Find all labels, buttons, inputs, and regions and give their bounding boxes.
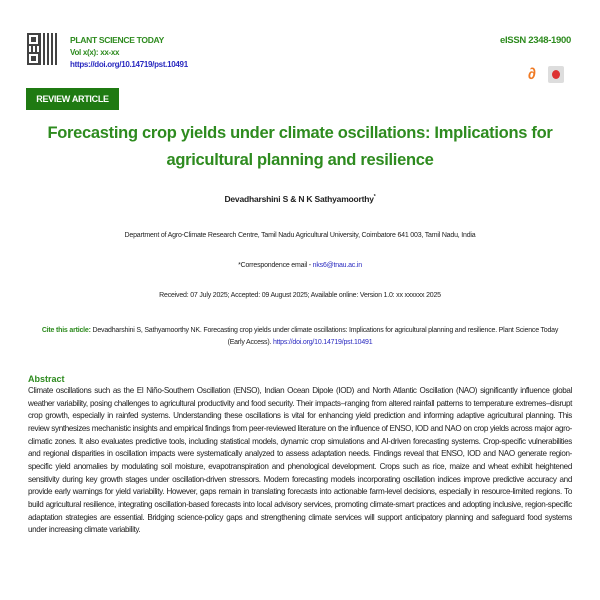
- author-names: Devadharshini S & N K Sathyamoorthy: [224, 194, 374, 204]
- abstract-heading: Abstract: [28, 374, 65, 384]
- authors: [20, 194, 580, 204]
- qr-code-icon: [27, 33, 59, 65]
- journal-name: PLANT SCIENCE TODAY: [70, 35, 164, 45]
- email-link[interactable]: nks6@tnau.ac.in: [312, 262, 362, 269]
- affiliation: Department of Agro-Climate Research Centre, Tamil Nadu Agricultural University, Coimbatore 641 003, Tamil Nadu, India: [124, 232, 476, 239]
- citation: [40, 325, 560, 349]
- cite-label: Cite this article:: [41, 327, 91, 334]
- corresponding-mark: *: [373, 194, 376, 201]
- article-type-badge: REVIEW ARTICLE: [26, 88, 119, 110]
- crossmark-icon[interactable]: [548, 66, 564, 83]
- correspondence: [20, 262, 580, 269]
- dates: Received: 07 July 2025; Accepted: 09 August 2025; Available online: Version 1.0: xx xxxxxx 2025: [159, 292, 441, 299]
- doi-link[interactable]: https://doi.org/10.14719/pst.10491: [70, 60, 188, 69]
- issn: eISSN 2348-1900: [499, 35, 571, 46]
- cite-doi-link[interactable]: https://doi.org/10.14719/pst.10491: [272, 339, 373, 346]
- correspondence-label: *Correspondence email -: [238, 262, 313, 269]
- abstract-text: Climate oscillations such as the El Niño-Southern Oscillation (ENSO), Indian Ocean Dipole (IOD) and North Atlantic Oscillation (NAO) significantly influence global weather variability, posing challenges to agricultural productivity and food security. Their impacts–ranging from altered rainfall patterns to temperature extremes–disrupt crop growth, especially in rainfed systems. Understanding these oscillations is vital for enhancing yield prediction and informing adaptive agricultural planning. This review synthesizes mechanistic insights and empirical findings from peer-reviewed literature on the influence of ENSO, IOD and NAO on crop yields across major agro-climatic zones. It also evaluates predictive tools, including statistical models, dynamic crop simulations and AI-driven forecasting systems. Crop-specific vulnerabilities and regional disparities in oscillation impacts were systematically analyzed to assess adaptation needs. Findings reveal that ENSO, IOD and NAO generate region-specific yield anomalies by modulating soil moisture, evapotranspiration and phenological development. Crops such as rice, maize and wheat exhibit heightened sensitivity during key growth stages under oscillation-driven stressors. Modern forecasting models incorporating oscillation indices improve predictive accuracy and provide early warnings for yield variability. However, gaps remain in translating forecasts into actionable farm-level decisions, especially in resource-limited regions. To build agricultural resilience, integrating oscillation-based forecasts into local advisory services, promoting climate-smart practices and adopting inclusive, region-specific adaptation strategies are essential. Bridging science-policy gaps and strengthening climate services will support anticipatory planning and safeguard food systems under increasing climate variability.: [28, 386, 572, 535]
- open-access-icon: ∂: [528, 66, 536, 83]
- article-title: Forecasting crop yields under climate oscillations: Implications for agricultural planning and resilience: [47, 124, 553, 169]
- journal-volume: Vol x(x): xx-xx: [70, 48, 120, 57]
- cite-text: Devadharshini S, Sathyamoorthy NK. Forecasting crop yields under climate oscillations: Implications for agricultural planning and resilience. Plant Science Today (Early Access).: [90, 327, 559, 346]
